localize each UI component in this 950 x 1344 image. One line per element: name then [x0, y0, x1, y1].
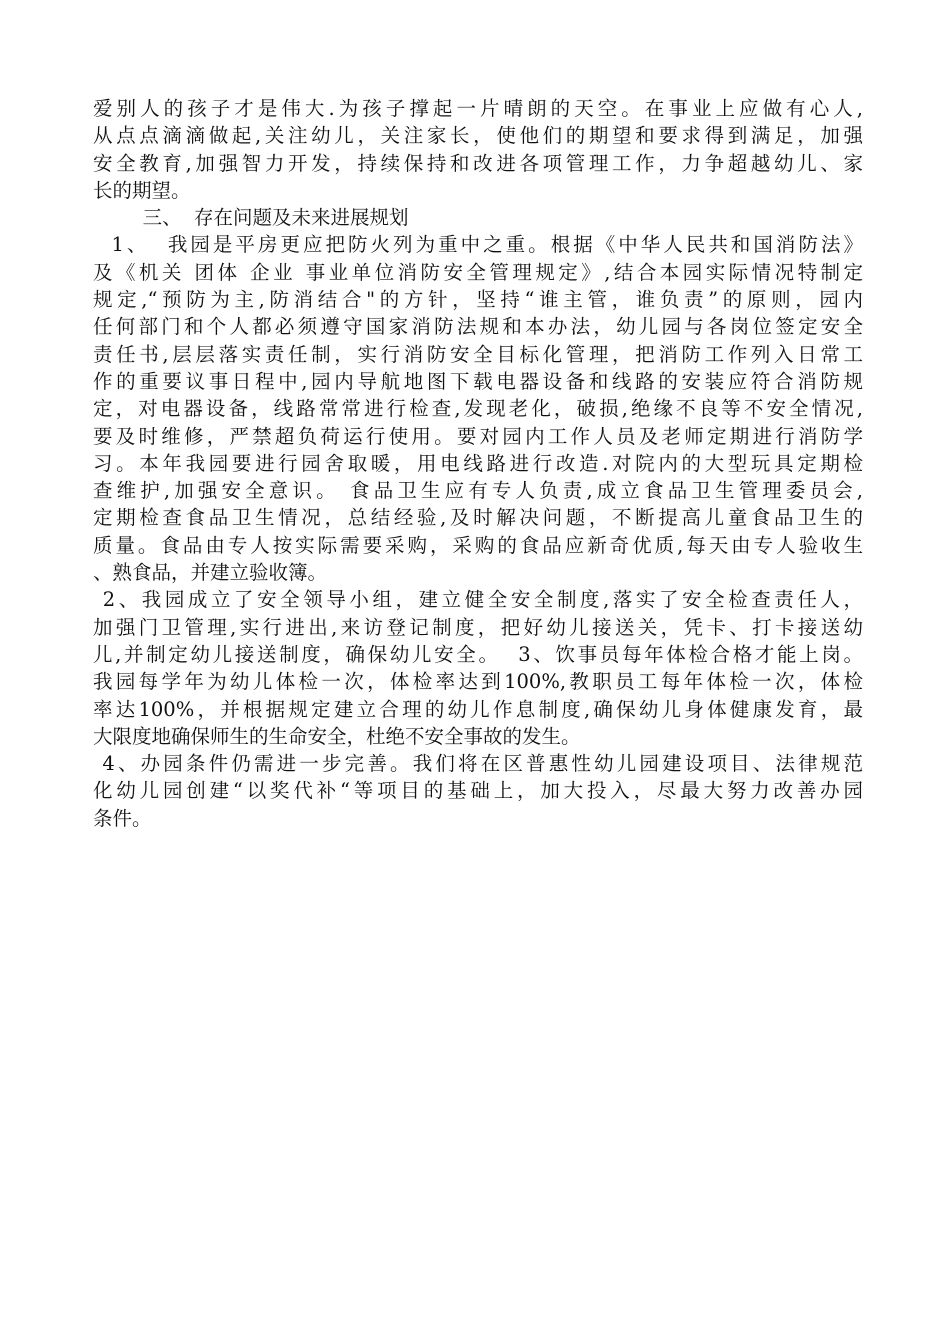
text-line: 任何部门和个人都必须遵守国家消防法规和本办法，幼儿园与各岗位签定安全 — [93, 315, 863, 339]
text-line: 我园每学年为幼儿体检一次，体检率达到100%,教职员工每年体检一次，体检 — [93, 670, 863, 694]
text-line: 要及时维修，严禁超负荷运行使用。要对园内工作人员及老师定期进行消防学 — [93, 424, 863, 448]
text-line: 儿,并制定幼儿接送制度，确保幼儿安全。 3、饮事员每年体检合格才能上岗。 — [93, 642, 863, 666]
text-line: 定期检查食品卫生情况，总结经验,及时解决问题，不断提高儿童食品卫生的 — [93, 506, 863, 530]
text-line: 三、 存在问题及未来进展规划 — [93, 206, 409, 230]
text-line: 安全教育,加强智力开发，持续保持和改进各项管理工作，力争超越幼儿、家 — [93, 151, 863, 175]
text-line: 定，对电器设备，线路常常进行检查,发现老化，破损,绝缘不良等不安全情况, — [93, 397, 863, 421]
document-body — [93, 95, 863, 832]
text-line: 从点点滴滴做起,关注幼儿，关注家长，使他们的期望和要求得到满足，加强 — [93, 124, 863, 148]
text-line: 、熟食品，并建立验收簿。 — [93, 561, 328, 585]
text-line: 大限度地确保师生的生命安全，杜绝不安全事故的发生。 — [93, 724, 581, 748]
text-line: 4、办园条件仍需进一步完善。我们将在区普惠性幼儿园建设项目、法律规范 — [93, 752, 863, 776]
text-line: 加强门卫管理,实行进出,来访登记制度，把好幼儿接送关，凭卡、打卡接送幼 — [93, 615, 863, 639]
text-line: 条件。 — [93, 806, 152, 830]
text-line: 2、我园成立了安全领导小组，建立健全安全制度,落实了安全检查责任人， — [93, 588, 863, 612]
text-line: 化幼儿园创建“以奖代补“等项目的基础上，加大投入，尽最大努力改善办园 — [93, 779, 863, 803]
text-line: 习。本年我园要进行园舍取暖，用电线路进行改造.对院内的大型玩具定期检 — [93, 451, 863, 475]
text-line: 作的重要议事日程中,园内导航地图下载电器设备和线路的安装应符合消防规 — [93, 369, 863, 393]
text-line: 质量。食品由专人按实际需要采购，采购的食品应新奇优质,每天由专人验收生 — [93, 533, 863, 557]
text-line: 率达100%，并根据规定建立合理的幼儿作息制度,确保幼儿身体健康发育，最 — [93, 697, 863, 721]
text-line: 责任书,层层落实责任制，实行消防安全目标化管理，把消防工作列入日常工 — [93, 342, 863, 366]
text-line: 爱别人的孩子才是伟大.为孩子撑起一片晴朗的天空。在事业上应做有心人, — [93, 97, 863, 120]
text-line: 查维护,加强安全意识。 食品卫生应有专人负责,成立食品卫生管理委员会, — [93, 479, 863, 503]
text-line: 1、 我园是平房更应把防火列为重中之重。根据《中华人民共和国消防法》 — [93, 233, 863, 257]
text-line: 及《机关 团体 企业 事业单位消防安全管理规定》,结合本园实际情况特制定 — [93, 260, 863, 284]
text-line: 规定,“预防为主,防消结合"的方针，坚持“谁主管，谁负责”的原则，园内 — [93, 288, 863, 312]
text-line: 长的期望。 — [93, 178, 191, 202]
